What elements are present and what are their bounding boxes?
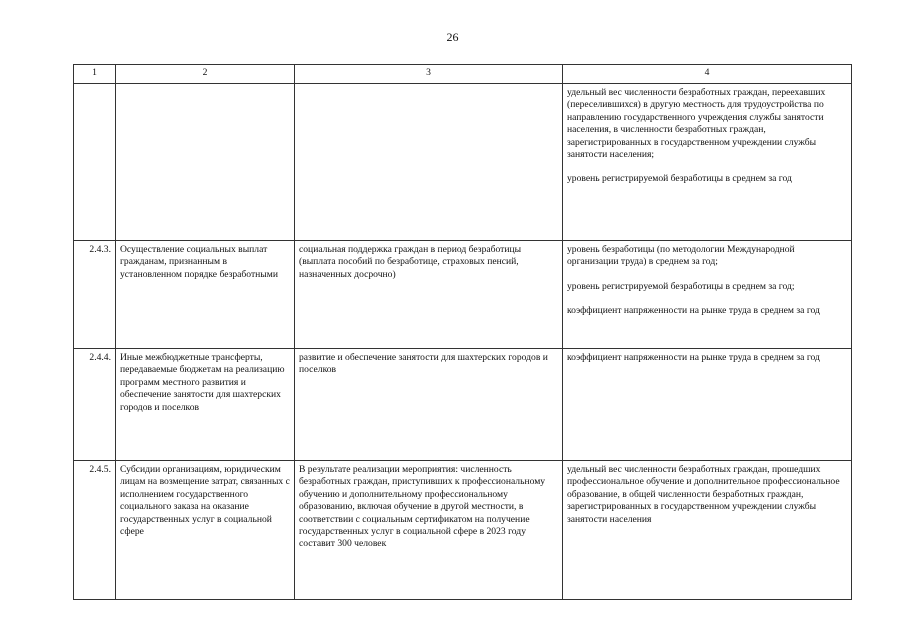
indicator-text: коэффициент напряженности на рынке труда в среднем за год — [567, 305, 820, 317]
indicator-text: уровень безработицы (по методологии Международной организации труда) в среднем за год; — [567, 244, 795, 268]
result-cell — [295, 84, 563, 241]
result-cell: развитие и обеспечение занятости для шахтерских городов и поселков — [295, 349, 563, 461]
indicators-cell — [563, 461, 852, 600]
measure-cell — [116, 84, 295, 241]
indicators-cell — [563, 84, 852, 241]
row-number: 2.4.4. — [74, 349, 116, 461]
measure-cell: Осуществление социальных выплат гражданам, признанным в установленном порядке безработными — [116, 241, 295, 349]
indicator-text: уровень регистрируемой безработицы в среднем за год; — [567, 280, 795, 292]
indicators-cell — [563, 241, 852, 349]
indicators-cell — [563, 349, 852, 461]
table-header-row — [74, 65, 852, 84]
row-number — [74, 84, 116, 241]
table-row — [74, 349, 852, 461]
result-cell: социальная поддержка граждан в период безработицы (выплата пособий по безработице, страховых пенсий, назначенных досрочно) — [295, 241, 563, 349]
result-cell: В результате реализации мероприятия: численность безработных граждан, приступивших к профессиональному обучению и дополнительному профессиональному образованию, включая обучение в другой местности, в соответствии с социальным сертификатом на получение государственных услуг в социальной сфере в 2023 году составит 300 человек — [295, 461, 563, 600]
column-header: 1 — [74, 65, 116, 84]
indicator-text: удельный вес численности безработных граждан, переехавших (переселившихся) в другую местность для трудоустройства по направлению государственного учреждения службы занятости населения, в численности безработных граждан, зарегистрированных в государственном учреждении службы занятости населения; — [567, 87, 826, 161]
table-row — [74, 461, 852, 600]
indicator-text: удельный вес численности безработных граждан, прошедших профессиональное обучение и дополнительное профессиональное образование, в общей численности безработных граждан, зарегистрированных в государственном учреждении службы занятости населения — [567, 464, 840, 525]
row-number: 2.4.5. — [74, 461, 116, 600]
measure-cell: Иные межбюджетные трансферты, передаваемые бюджетам на реализацию программ местного развития и обеспечение занятости для шахтерских городов и поселков — [116, 349, 295, 461]
indicator-text: коэффициент напряженности на рынке труда в среднем за год — [567, 352, 820, 363]
column-header: 4 — [563, 65, 852, 84]
column-header: 2 — [116, 65, 295, 84]
row-number: 2.4.3. — [74, 241, 116, 349]
indicator-text: уровень регистрируемой безработицы в среднем за год — [567, 173, 792, 185]
table-row — [74, 241, 852, 349]
measure-cell: Субсидии организациям, юридическим лицам на возмещение затрат, связанных с исполнением государственного социального заказа на оказание государственных услуг в социальной сфере — [116, 461, 295, 600]
table-row — [74, 84, 852, 241]
measures-table — [73, 64, 852, 600]
column-header: 3 — [295, 65, 563, 84]
page-number: 26 — [446, 30, 459, 44]
